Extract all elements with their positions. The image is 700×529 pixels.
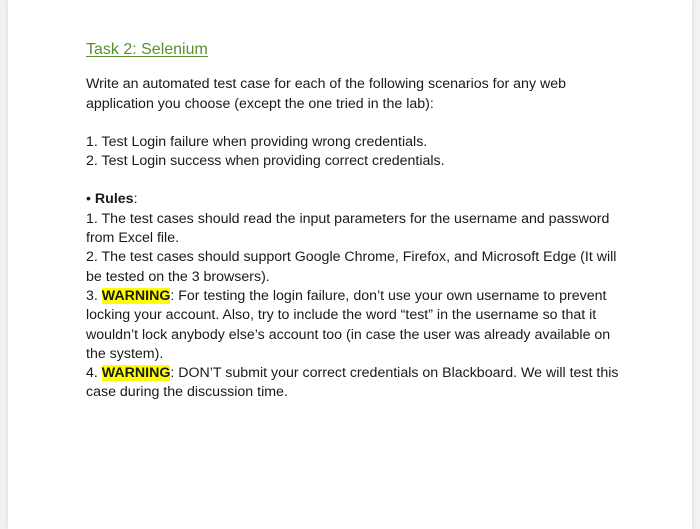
warning-label: WARNING [101, 365, 171, 382]
intro-paragraph: Write an automated test case for each of the following scenarios for any web application you choose (except the one tried in the lab): [86, 76, 567, 112]
rules-heading-line [86, 190, 631, 209]
rule-4-text: : DON’T submit your correct credentials on Blackboard. We will test this case during the discussion time. [86, 365, 619, 401]
rules-heading: Rules [94, 191, 134, 208]
scenario-2: 2. Test Login success when providing correct credentials. [86, 153, 445, 170]
document-content [86, 40, 631, 403]
scenario-1: 1. Test Login failure when providing wrong credentials. [86, 133, 428, 150]
rule-1: 1. The test cases should read the input parameters for the username and password from Excel file. [86, 210, 610, 247]
document-page [8, 0, 692, 529]
rule-2: 2. The test cases should support Google Chrome, Firefox, and Microsoft Edge (It will be tested on the 3 browsers). [86, 249, 617, 285]
rule-3-text: : For testing the login failure, don’t use your own username to prevent locking your account. Also, try to include the word “test” in the username so that it wouldn’t lock anybody else’s account too (in case the user was already available on the system). [86, 287, 611, 362]
task-title: Task 2: Selenium [86, 41, 208, 58]
rule-4-number: 4. [86, 365, 102, 382]
bullet-icon: • [86, 191, 91, 208]
rule-3-number: 3. [86, 287, 102, 304]
rules-colon: : [133, 191, 138, 208]
rule-3 [86, 287, 631, 364]
warning-label: WARNING [101, 287, 171, 304]
rule-4 [86, 364, 631, 403]
